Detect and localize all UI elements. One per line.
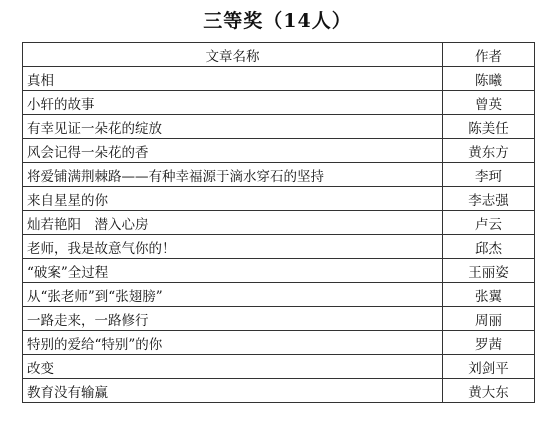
author-cell: 曾英: [443, 91, 535, 115]
article-title-cell: 小轩的故事: [23, 91, 443, 115]
table-row: [23, 115, 535, 139]
article-title-cell: 风会记得一朵花的香: [23, 139, 443, 163]
page-title: 三等奖（14人）: [203, 10, 352, 32]
article-title-cell: 一路走来，一路修行: [23, 307, 443, 331]
column-header-article-title: 文章名称: [23, 43, 443, 67]
table-body: [23, 67, 535, 403]
table-row: [23, 91, 535, 115]
table-row: [23, 283, 535, 307]
article-title-cell: 改变: [23, 355, 443, 379]
table-row: [23, 307, 535, 331]
author-cell: 王丽姿: [443, 259, 535, 283]
table-row: [23, 355, 535, 379]
article-title-cell: 从“张老师”到“张翅膀”: [23, 283, 443, 307]
table-row: [23, 163, 535, 187]
author-cell: 邱杰: [443, 235, 535, 259]
author-cell: 张翼: [443, 283, 535, 307]
table-row: [23, 139, 535, 163]
article-title-cell: 老师，我是故意气你的！: [23, 235, 443, 259]
author-cell: 黄东方: [443, 139, 535, 163]
author-cell: 陈美任: [443, 115, 535, 139]
award-table: [22, 42, 535, 403]
table-row: [23, 67, 535, 91]
article-title-cell: 有幸见证一朵花的绽放: [23, 115, 443, 139]
author-cell: 李志强: [443, 187, 535, 211]
article-title-cell: 来自星星的你: [23, 187, 443, 211]
table-row: [23, 235, 535, 259]
author-cell: 刘剑平: [443, 355, 535, 379]
table-row: [23, 259, 535, 283]
article-title-cell: 将爱铺满荆棘路——有种幸福源于滴水穿石的坚持: [23, 163, 443, 187]
article-title-cell: 特别的爱给“特别”的你: [23, 331, 443, 355]
author-cell: 陈曦: [443, 67, 535, 91]
table-row: [23, 331, 535, 355]
article-title-cell: 灿若艳阳 潜入心房: [23, 211, 443, 235]
article-title-cell: “破案”全过程: [23, 259, 443, 283]
author-cell: 李珂: [443, 163, 535, 187]
table-row: [23, 379, 535, 403]
author-cell: 罗茜: [443, 331, 535, 355]
column-header-author: 作者: [443, 43, 535, 67]
article-title-cell: 教育没有输赢: [23, 379, 443, 403]
table-row: [23, 211, 535, 235]
article-title-cell: 真相: [23, 67, 443, 91]
author-cell: 黄大东: [443, 379, 535, 403]
author-cell: 周丽: [443, 307, 535, 331]
author-cell: 卢云: [443, 211, 535, 235]
table-row: [23, 187, 535, 211]
table-header-row: [23, 43, 535, 67]
